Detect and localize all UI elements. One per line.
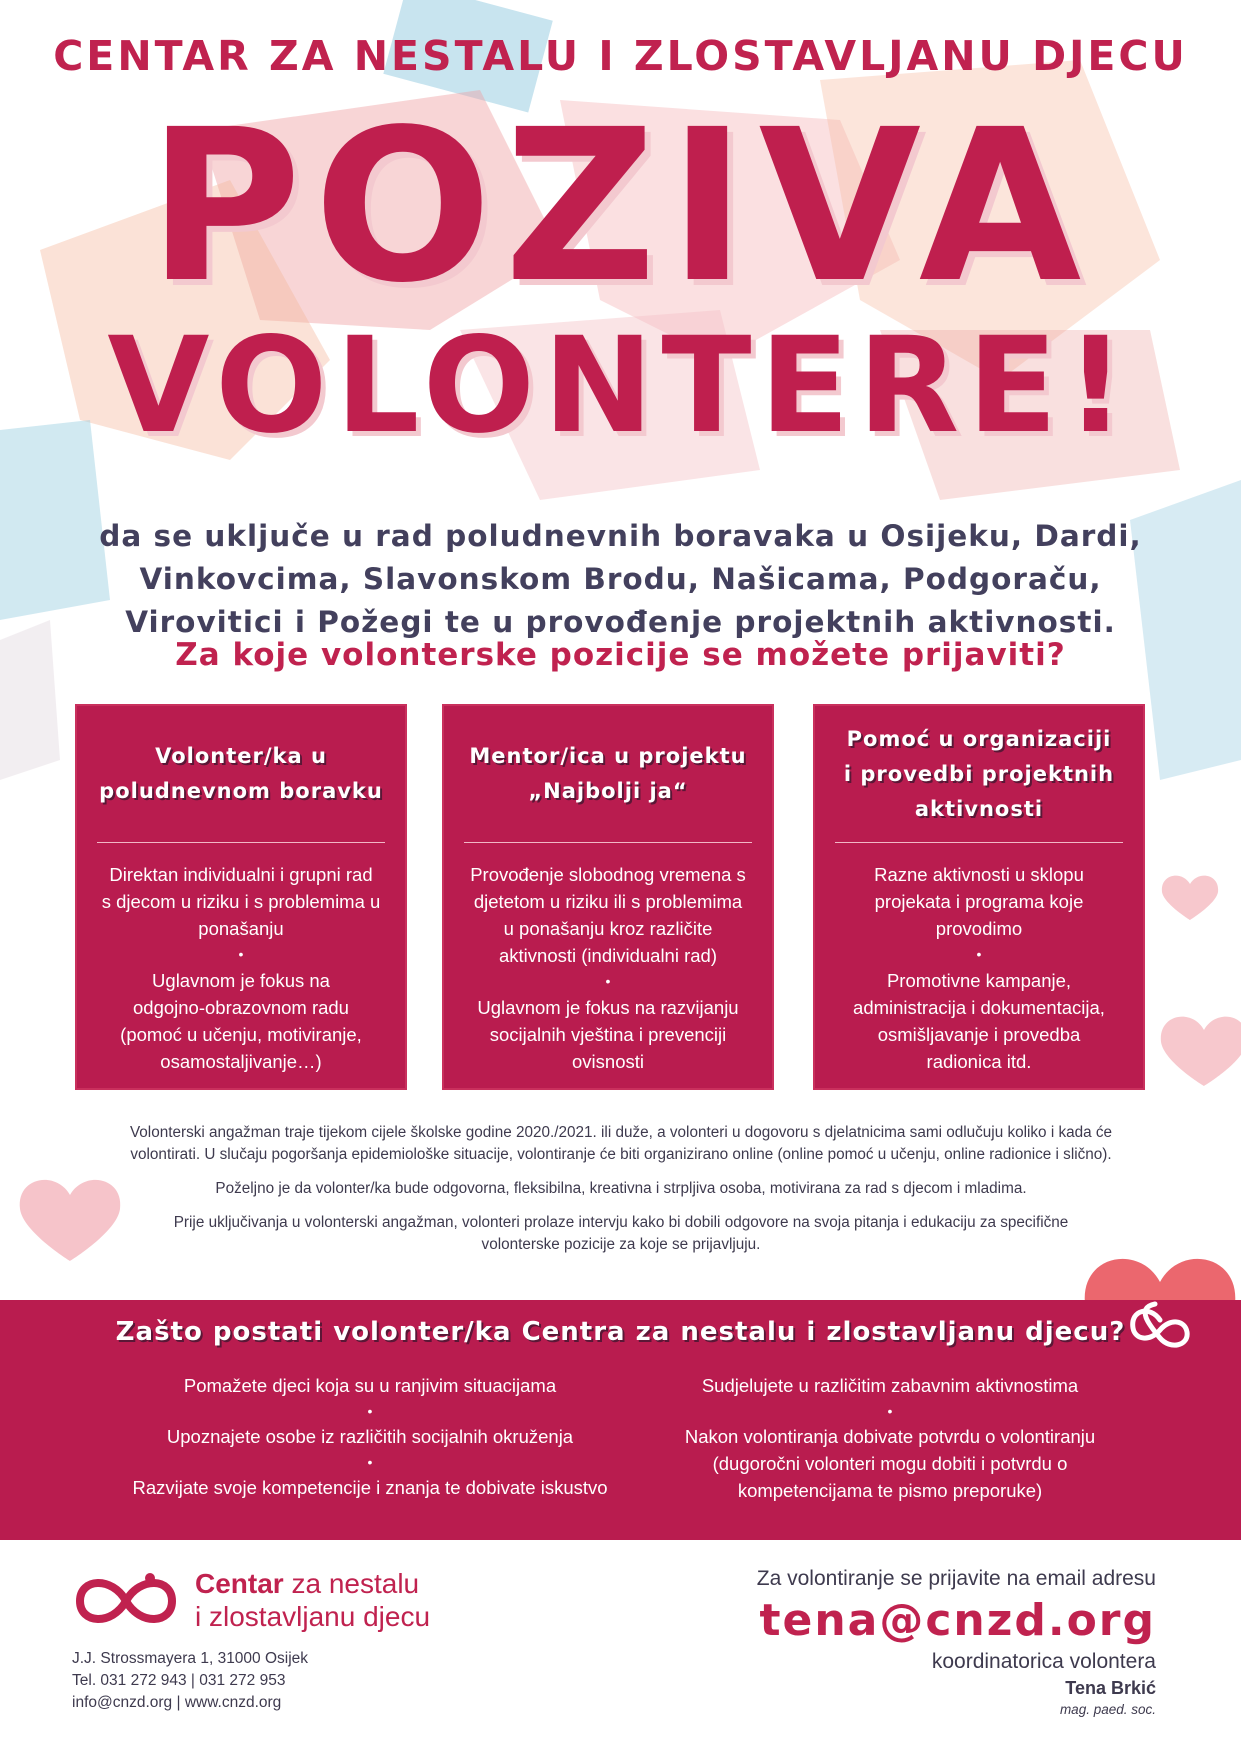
phone: Tel. 031 272 943 | 031 272 953 bbox=[72, 1672, 286, 1689]
card-text-line: Direktan individualni i grupni rad bbox=[109, 864, 373, 885]
card-text-line: ovisnosti bbox=[572, 1051, 644, 1072]
card-description bbox=[77, 843, 405, 1075]
card-title-line: i provedbi projektnih bbox=[843, 761, 1115, 786]
bullet-dot: • bbox=[887, 1403, 893, 1419]
logo-word: za nestalu bbox=[283, 1568, 420, 1599]
positions-question: Za koje volonterske pozicije se možete prijaviti? bbox=[175, 637, 1066, 673]
bullet-dot: • bbox=[367, 1454, 373, 1470]
info-paragraph-interview bbox=[76, 1212, 1166, 1256]
card-text-line: projekata i programa koje bbox=[874, 891, 1084, 912]
info-paragraph-duration bbox=[76, 1122, 1166, 1166]
card-text-line: socijalnih vještina i prevenciji bbox=[489, 1024, 727, 1045]
org-header: CENTAR ZA NESTALU I ZLOSTAVLJANU DJECU bbox=[53, 32, 1188, 80]
card-text-line: Uglavnom je fokus na bbox=[152, 970, 330, 991]
bullet-dot: • bbox=[238, 946, 244, 962]
card-text-line: aktivnosti (individualni rad) bbox=[499, 945, 717, 966]
card-title-line: aktivnosti bbox=[914, 796, 1044, 821]
address: J.J. Strossmayera 1, 31000 Osijek bbox=[72, 1650, 309, 1667]
benefit-item: Upoznajete osobe iz različitih socijalnih okruženja bbox=[166, 1426, 574, 1447]
intro-line: da se uključe u rad poludnevnih boravaka u Osijeku, Dardi, bbox=[99, 519, 1142, 553]
position-card-volonter bbox=[77, 706, 405, 1088]
card-title-line: Mentor/ica u projektu bbox=[469, 744, 747, 768]
benefit-item: (dugoročni volonteri mogu dobiti i potvrdu o bbox=[712, 1453, 1068, 1474]
card-description bbox=[815, 843, 1143, 1075]
benefit-item: Pomažete djeci koja su u ranjivim situacijama bbox=[183, 1375, 557, 1396]
position-card-organizacija bbox=[815, 706, 1143, 1088]
card-text-line: ponašanju bbox=[198, 918, 284, 939]
position-card-mentor bbox=[444, 706, 772, 1088]
email-link[interactable]: tena@cnzd.org bbox=[759, 1595, 1156, 1646]
info-paragraphs bbox=[76, 1122, 1166, 1268]
card-text-line: osmišljavanje i provedba bbox=[877, 1024, 1081, 1045]
card-text-line: Promotivne kampanje, bbox=[886, 970, 1072, 991]
logo-line: i zlostavljanu djecu bbox=[195, 1601, 431, 1632]
logo-word: Centar bbox=[195, 1568, 284, 1599]
web-contacts: info@cnzd.org | www.cnzd.org bbox=[72, 1694, 282, 1711]
card-text-line: administracija i dokumentacija, bbox=[853, 997, 1105, 1018]
card-title bbox=[815, 706, 1143, 842]
info-line: Prije uključivanja u volonterski angažman, volonteri prolaze intervju kako bi dobili odgovore na svoja pitanja i edukaciju za specifične bbox=[173, 1214, 1069, 1231]
benefit-item: Sudjelujete u različitim zabavnim aktivnostima bbox=[701, 1375, 1079, 1396]
info-line: Volonterski angažman traje tijekom cijele školske godine 2020./2021. ili duže, a volonteri u dogovoru s djelatnicima sami odlučuju koliko i kada će bbox=[129, 1124, 1113, 1141]
contact-lead: Za volontiranje se prijavite na email adresu bbox=[756, 1567, 1156, 1590]
card-title bbox=[444, 706, 772, 842]
why-benefits-right bbox=[610, 1372, 1170, 1504]
card-title-line: Pomoć u organizaciji bbox=[846, 726, 1112, 751]
intro-text bbox=[0, 515, 1241, 644]
intro-line: Virovitici i Požegi te u provođenje projektnih aktivnosti. bbox=[125, 605, 1116, 639]
card-title-line: poludnevnom boravku bbox=[99, 779, 383, 803]
card-text-line: Uglavnom je fokus na razvijanju bbox=[477, 997, 739, 1018]
title-volontere: VOLONTERE! bbox=[107, 309, 1134, 463]
card-title bbox=[77, 706, 405, 842]
card-text-line: djetetom u riziku ili s problemima bbox=[473, 891, 743, 912]
card-description bbox=[444, 843, 772, 1075]
card-text-line: Razne aktivnosti u sklopu bbox=[874, 864, 1084, 885]
card-title-line: „Najbolji ja“ bbox=[528, 779, 688, 803]
org-logo-icon bbox=[72, 1566, 180, 1636]
benefit-item: Nakon volontiranja dobivate potvrdu o volontiranju bbox=[684, 1426, 1096, 1447]
benefit-item: kompetencijama te pismo preporuke) bbox=[737, 1480, 1043, 1501]
why-benefits-left bbox=[90, 1372, 650, 1501]
contact-role: koordinatorica volontera bbox=[931, 1650, 1156, 1673]
org-logo-text bbox=[195, 1567, 430, 1633]
intro-line: Vinkovcima, Slavonskom Brodu, Našicama, Podgoraču, bbox=[139, 562, 1102, 596]
bullet-dot: • bbox=[367, 1403, 373, 1419]
card-text-line: radionica itd. bbox=[926, 1051, 1032, 1072]
info-line: volontirati. U slučaju pogoršanja epidemiološke situacije, volontiranje će biti organizirano online (online pomoć u učenju, online radionice i slično). bbox=[130, 1146, 1112, 1163]
card-text-line: s djecom u riziku i s problemima u bbox=[101, 891, 381, 912]
bullet-dot: • bbox=[605, 973, 611, 989]
title-poziva: POZIVA bbox=[147, 84, 1094, 329]
contact-block bbox=[757, 1565, 1156, 1719]
card-text-line: (pomoć u učenju, motiviranje, bbox=[120, 1024, 362, 1045]
card-title-line: Volonter/ka u bbox=[155, 744, 327, 768]
why-title: Zašto postati volonter/ka Centra za nestalu i zlostavljanu djecu? bbox=[115, 1317, 1126, 1347]
bullet-dot: • bbox=[976, 946, 982, 962]
card-text-line: u ponašanju kroz različite bbox=[503, 918, 713, 939]
benefit-item: Razvijate svoje kompetencije i znanja te dobivate iskustvo bbox=[132, 1477, 608, 1498]
card-text-line: osamostaljivanje…) bbox=[160, 1051, 322, 1072]
contact-name: Tena Brkić bbox=[1065, 1678, 1156, 1698]
card-text-line: odgojno-obrazovnom radu bbox=[133, 997, 349, 1018]
address-block bbox=[72, 1648, 308, 1714]
card-text-line: Provođenje slobodnog vremena s bbox=[470, 864, 746, 885]
info-line: volonterske pozicije za koje se prijavljuju. bbox=[481, 1236, 761, 1253]
info-paragraph-profile: Poželjno je da volonter/ka bude odgovorna, fleksibilna, kreativna i strpljiva osoba, motivirana za rad s djecom i mladima. bbox=[215, 1180, 1027, 1197]
contact-degree: mag. paed. soc. bbox=[1059, 1702, 1156, 1717]
card-text-line: provodimo bbox=[935, 918, 1023, 939]
